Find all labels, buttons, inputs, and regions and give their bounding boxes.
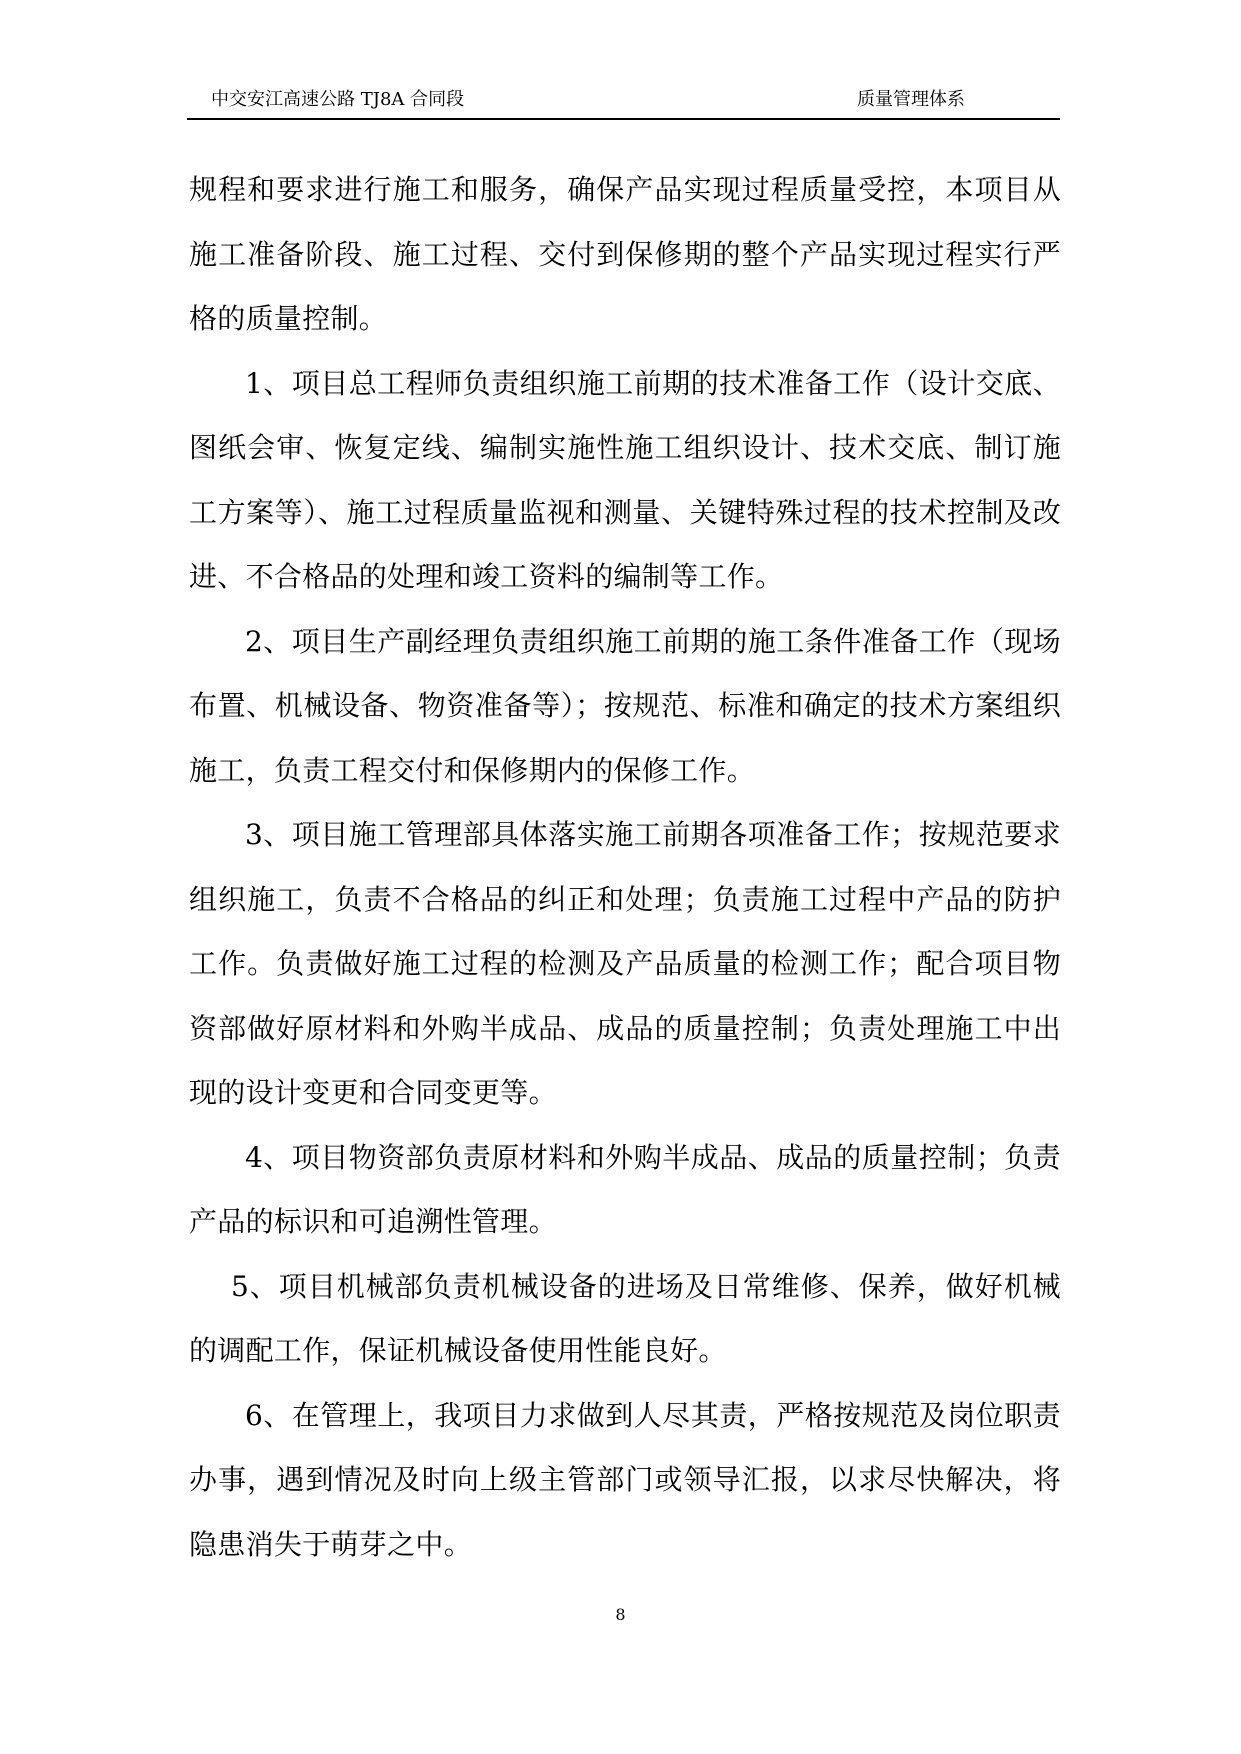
page-number: 8 bbox=[615, 1605, 626, 1624]
item-paragraph-3: 3、项目施工管理部具体落实施工前期各项准备工作；按规范要求组织施工，负责不合格品的纠正和处理；负责施工过程中产品的防护工作。负责做好施工过程的检测及产品质量的检测工作；配合项目物资部做好原材料和外购半成品、成品的质量控制；负责处理施工中出现的设计变更和合同变更等。 bbox=[189, 818, 1061, 1109]
document-body bbox=[189, 158, 1061, 1577]
item-paragraph-5: 5、项目机械部负责机械设备的进场及日常维修、保养，做好机械的调配工作，保证机械设备使用性能良好。 bbox=[189, 1269, 1061, 1367]
header-section-title: 质量管理体系 bbox=[857, 89, 965, 110]
item-paragraph-4: 4、项目物资部负责原材料和外购半成品、成品的质量控制；负责产品的标识和可追溯性管理。 bbox=[189, 1140, 1061, 1238]
intro-paragraph: 规程和要求进行施工和服务，确保产品实现过程质量受控，本项目从施工准备阶段、施工过程、交付到保修期的整个产品实现过程实行严格的质量控制。 bbox=[189, 173, 1061, 335]
item-paragraph-1: 1、项目总工程师负责组织施工前期的技术准备工作（设计交底、图纸会审、恢复定线、编制实施性施工组织设计、技术交底、制订施工方案等）、施工过程质量监视和测量、关键特殊过程的技术控制及改进、不合格品的处理和竣工资料的编制等工作。 bbox=[189, 366, 1061, 593]
page-header bbox=[187, 86, 1060, 120]
item-paragraph-2: 2、项目生产副经理负责组织施工前期的施工条件准备工作（现场布置、机械设备、物资准备等）；按规范、标准和确定的技术方案组织施工，负责工程交付和保修期内的保修工作。 bbox=[189, 624, 1061, 787]
header-project-name: 中交安江高速公路 TJ8A 合同段 bbox=[211, 89, 465, 110]
item-paragraph-6: 6、在管理上，我项目力求做到人尽其责，严格按规范及岗位职责办事，遇到情况及时向上级主管部门或领导汇报，以求尽快解决，将隐患消失于萌芽之中。 bbox=[189, 1398, 1061, 1561]
